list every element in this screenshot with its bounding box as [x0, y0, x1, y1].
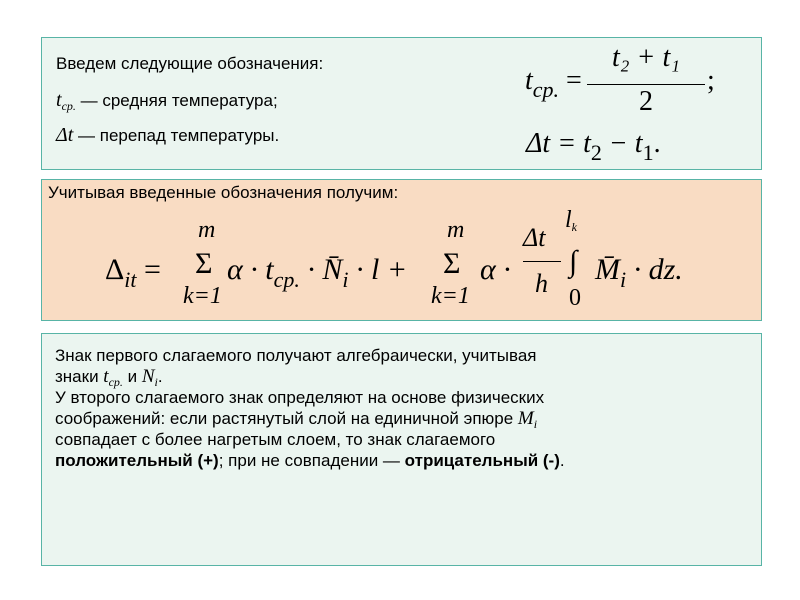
definition-t-cp: $t_{ср.}$ — средняя температура;	[56, 89, 278, 113]
sum2-symbol: Σ	[443, 247, 461, 280]
integral-upper: lk	[565, 207, 577, 234]
frac-den-h: h	[535, 269, 548, 298]
fraction-denominator: 2	[639, 86, 653, 117]
formula-t-cp: $t_{ср.}$ = t₂ + t₁ 2 ;	[525, 42, 715, 117]
formula-delta-t: $\Delta t = t_2 - t_1$.	[526, 128, 661, 165]
frac-bar	[523, 261, 561, 262]
sum2-upper: m	[447, 217, 465, 243]
sum1-symbol: Σ	[195, 247, 213, 280]
explanation-text: Знак первого слагаемого получают алгебраически, учитывая знаки $t_{ср.}$ и $N_i$. У второго слагаемого знак определяют на основе физических соображений: если растянутый слой на единичной эпюре $M_i$ совпадает с более нагретым слоем, то знак слагаемого положительный (+); при не совпадении — отрицательный (-).	[55, 346, 565, 470]
formula-heading: Учитывая введенные обозначения получим:	[48, 183, 399, 202]
sum1-upper: m	[198, 217, 216, 243]
formula-delta-it: $\Delta_{it}$ = m Σ k=1 $\alpha \cdot t_{ср.}$ · $N̄_i \cdot l$ + m Σ k=1 α · Δt h lk ∫ 0 $M̄_i$ · dz.	[105, 207, 683, 311]
fraction-numerator: t₂ + t₁	[612, 42, 680, 73]
frac-num-delta-t: Δt	[523, 223, 546, 252]
integral-lower: 0	[569, 285, 581, 311]
fraction-bar	[587, 84, 705, 85]
definitions-intro: Введем следующие обозначения:	[56, 54, 324, 73]
sum1-lower: k=1	[183, 283, 222, 309]
definition-delta-t: Δt — перепад температуры.	[56, 124, 280, 146]
integral-symbol: ∫	[569, 245, 578, 278]
sum2-lower: k=1	[431, 283, 470, 309]
